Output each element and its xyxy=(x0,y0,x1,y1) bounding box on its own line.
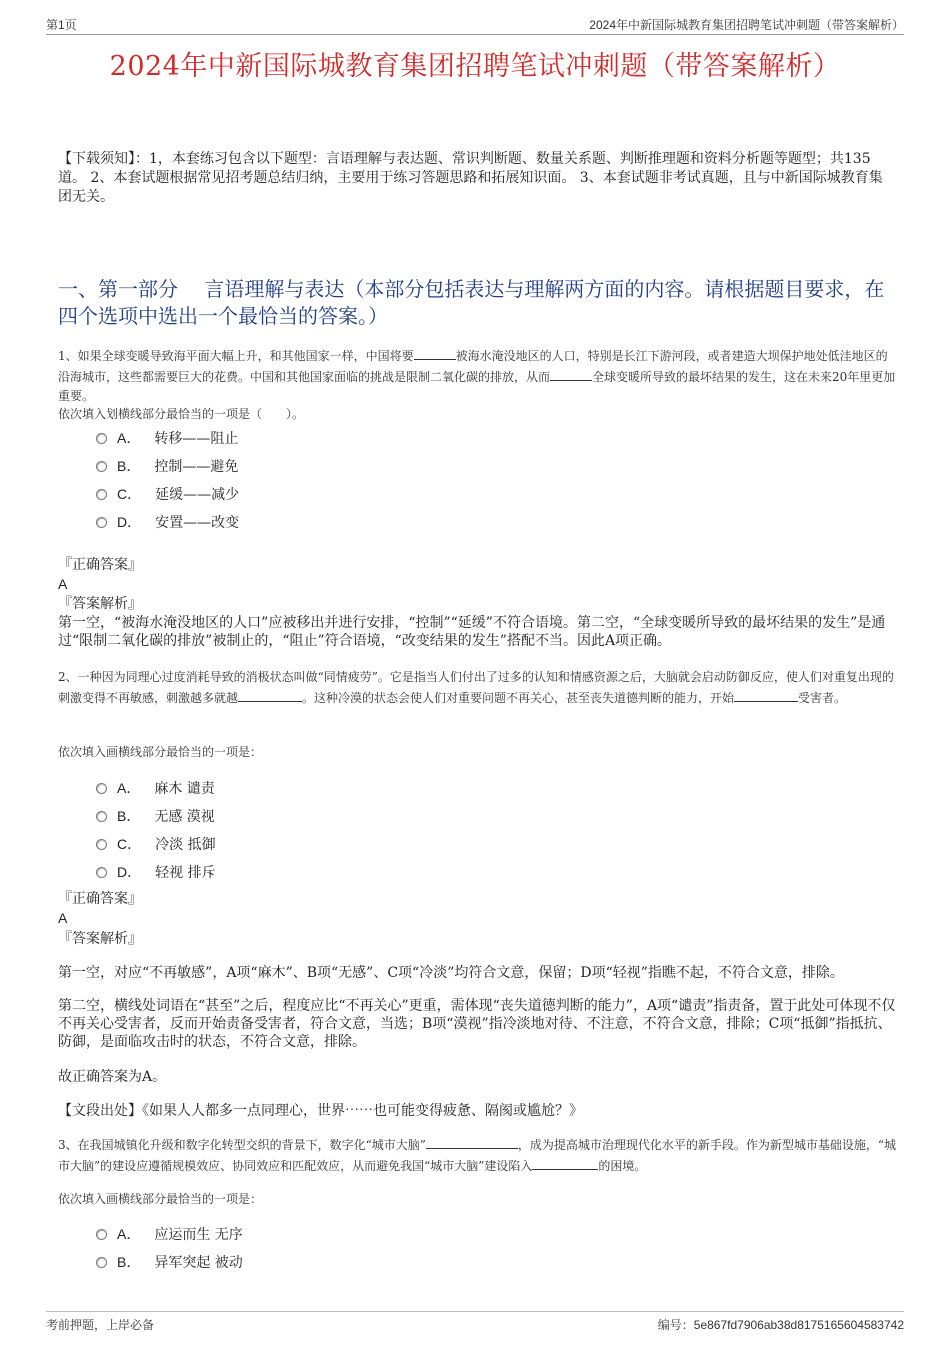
option-b[interactable]: B． 控制——避免 xyxy=(96,452,239,480)
blank-line xyxy=(550,367,592,381)
option-a[interactable]: A． 应运而生 无序 xyxy=(96,1220,243,1248)
question-1-text: 1、如果全球变暖导致海平面大幅上升，和其他国家一样，中国将要 被海水淹没地区的人口，特别是长江下游河段，或者建造大坝保护地处低洼地区的沿海城市，这些都需要巨大的花费。中国和其他国家面临的挑战是限制二氧化碳的排放，从而 全球变暖所导致的最坏结果的发生，这在未来20年里更加重要。 xyxy=(58,346,898,407)
document-code: 编号：5e867fd7906ab38d8175165604583742 xyxy=(657,1318,904,1332)
radio-button[interactable] xyxy=(96,867,107,878)
question-2-options xyxy=(96,774,216,886)
option-d[interactable]: D． 轻视 排斥 xyxy=(96,858,216,886)
radio-button[interactable] xyxy=(96,461,107,472)
question-3-options xyxy=(96,1220,243,1276)
correct-answer-label: 『正确答案』 xyxy=(58,557,142,573)
radio-button[interactable] xyxy=(96,489,107,500)
radio-button[interactable] xyxy=(96,1257,107,1268)
option-c[interactable]: C． 冷淡 抵御 xyxy=(96,830,216,858)
radio-button[interactable] xyxy=(96,811,107,822)
option-d[interactable]: D． 安置——改变 xyxy=(96,508,239,536)
question-1-options xyxy=(96,424,239,536)
page-number: 第1页 xyxy=(46,18,77,32)
explanation-label: 『答案解析』 xyxy=(58,931,142,947)
correct-answer: A xyxy=(58,576,68,592)
explanation-text: 第一空，“被海水淹没地区的人口”应被移出并进行安排，“控制”“延缓”不符合语境。第二空，“全球变暖所导致的最坏结果的发生”是通过“限制二氧化碳的排放”被制止的，“阻止”符合语境，“改变结果的发生”搭配不当。因此A项正确。 xyxy=(58,615,886,649)
blank-line xyxy=(414,346,456,360)
radio-button[interactable] xyxy=(96,433,107,444)
radio-button[interactable] xyxy=(96,517,107,528)
page-footer xyxy=(46,1311,904,1338)
correct-answer-label: 『正确答案』 xyxy=(58,891,142,907)
blank-line xyxy=(426,1135,518,1149)
question-3-text: 3、在我国城镇化升级和数字化转型交织的背景下，数字化“城市大脑” ，成为提高城市治理现代化水平的新手段。作为新型城市基础设施，“城市大脑”的建设应遵循规模效应、协同效应和匹配效应，从而避免我国“城市大脑”建设陷入 的困境。 xyxy=(58,1135,898,1176)
radio-button[interactable] xyxy=(96,1229,107,1240)
radio-button[interactable] xyxy=(96,783,107,794)
source-text: 【文段出处】《如果人人都多一点同理心，世界⋯⋯也可能变得疲惫、隔阂或尴尬？》 xyxy=(58,1103,583,1119)
document-title: 2024年中新国际城教育集团招聘笔试冲刺题（带答案解析） xyxy=(109,51,841,82)
option-b[interactable]: B． 无感 漠视 xyxy=(96,802,216,830)
page-header xyxy=(46,14,904,35)
option-a[interactable]: A． 转移——阻止 xyxy=(96,424,239,452)
radio-button[interactable] xyxy=(96,839,107,850)
explanation-text: 故正确答案为A。 xyxy=(58,1069,167,1085)
explanation-text: 第二空，横线处词语在“甚至”之后，程度应比“不再关心”更重，需体现“丧失道德判断的能力”，A项“谴责”指责备，置于此处可体现不仅不再关心受害者，反而开始责备受害者，符合文意，当选；B项“漠视”指冷淡地对待、不注意，不符合文意，排除；C项“抵御”指抵抗、防御，是面临攻击时的状态，不符合文意，排除。 xyxy=(58,998,896,1050)
explanation-label: 『答案解析』 xyxy=(58,596,142,612)
blank-line xyxy=(238,688,302,702)
download-notice: 【下载须知】：1，本套练习包含以下题型：言语理解与表达题、常识判断题、数量关系题、判断推理题和资料分析题等题型；共135道。 2、本套试题根据常见招考题总结归纳，主要用于练习答题思路和拓展知识面。 3、本套试题非考试真题，且与中新国际城教育集团无关。 xyxy=(58,151,883,205)
footer-slogan: 考前押题，上岸必备 xyxy=(46,1318,155,1332)
question-2-text: 2、一种因为同理心过度消耗导致的消极状态叫做“同情疲劳”。它是指当人们付出了过多的认知和情感资源之后，大脑就会启动防御反应，使人们对重复出现的刺激变得不再敏感，刺激越多就越 。这种冷漠的状态会使人们对重要问题不再关心，甚至丧失道德判断的能力，开始 受害者。 xyxy=(58,670,894,705)
correct-answer: A xyxy=(58,910,68,926)
question-3-prompt: 依次填入画横线部分最恰当的一项是： xyxy=(58,1192,263,1206)
explanation-text: 第一空，对应“不再敏感”，A项“麻木”、B项“无感”、C项“冷淡”均符合文意，保留；D项“轻视”指瞧不起，不符合文意，排除。 xyxy=(58,965,844,981)
option-c[interactable]: C． 延缓——减少 xyxy=(96,480,239,508)
blank-line xyxy=(532,1156,598,1170)
question-2-prompt: 依次填入画横线部分最恰当的一项是： xyxy=(58,745,263,759)
header-doc-title: 2024年中新国际城教育集团招聘笔试冲刺题（带答案解析） xyxy=(589,18,904,32)
question-1-prompt: 依次填入划横线部分最恰当的一项是（ ）。 xyxy=(58,407,305,421)
option-b[interactable]: B． 异军突起 被动 xyxy=(96,1248,243,1276)
option-a[interactable]: A． 麻木 谴责 xyxy=(96,774,216,802)
blank-line xyxy=(734,688,798,702)
section-title: 一、第一部分 言语理解与表达（本部分包括表达与理解两方面的内容。请根据题目要求，在四个选项中选出一个最恰当的答案。） xyxy=(58,277,885,328)
